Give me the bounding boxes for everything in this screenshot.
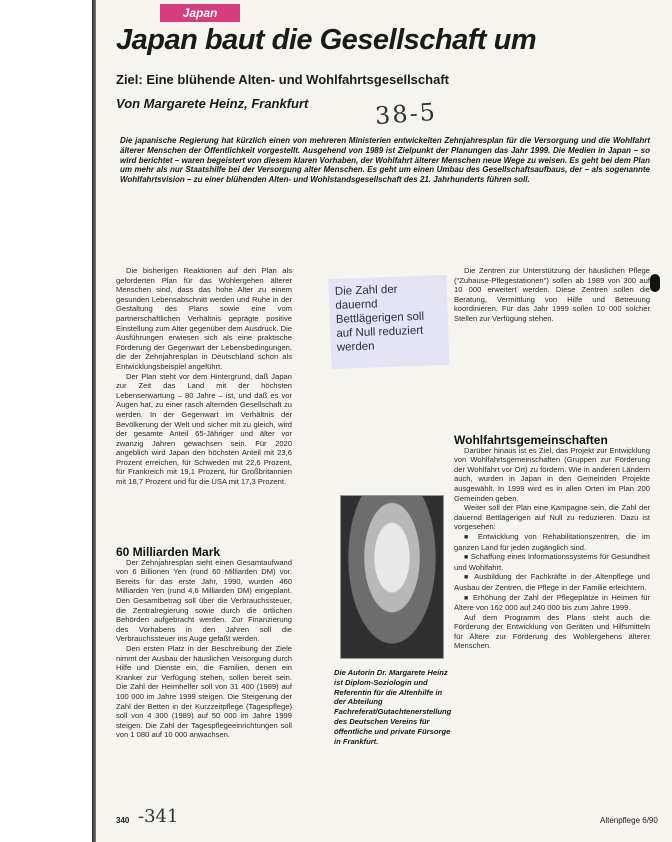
paragraph: Den ersten Platz in der Beschreibung der Ziele nimmt der Ausbau der häuslichen Versorgung durch Hilfe und Dienste ein, die Familien, denen ein Kranker zur Verfügung stehen, sollen bereit sein. Die Zahl der Heimhelfer soll von 31 400 (1989) auf 100 000 im Jahre 1999 steigen. Die Steigerung der Zahl der Betten in der Kurzzeitpflege (Tagespflege) soll von 4 300 (1989) auf 50 000 im Jahre 1999 steigen. Die Zahl der Tagespflegeeinrichtungen soll von 1 080 auf 10 000 anwachsen. [116,643,292,740]
handwritten-page-note: -341 [138,806,179,827]
lead-paragraph: Die japanische Regierung hat kürzlich einen von mehreren Ministerien entwickelten Zehnjahresplan für die Versorgung und die Wohlfahrt älterer Menschen der Öffentlichkeit vorgestellt. Ausgehend von 1989 ist Zielpunkt der Planungen das Jahr 1999. Die Medien in Japan – so wird berichtet – waren begeistert von diesem klaren Vorhaben, der Wohlfahrt älterer Menschen neue Wege zu weisen. Es geht bei dem Plan um mehr als nur Staatshilfe bei der Versorgung alter Menschen. Es geht um einen Umbau des Gesellschaftsaufbaus, der – als sogenannte Wohlfahrtsvision – zu einer blühenden Alten- und Wohlstandsgesellschaft des 21. Jahrhunderts führen soll. [120,136,650,185]
section-heading: 60 Milliarden Mark [116,545,221,559]
article-subtitle: Ziel: Eine blühende Alten- und Wohlfahrtsgesellschaft [116,72,449,87]
page-margin [0,0,92,842]
column-1-section [116,545,292,740]
paragraph: Der Plan steht vor dem Hintergrund, daß Japan zur Zeit das Land mit der höchsten Lebenserwartung – 80 Jahre – ist, und daß es vor Augen hat, zu einer rasch alternden Gesellschaft zu werden. In der Gegenwart im Verhältnis der Bevölkerung der Welt und sicher mit zu gleich, wird der gesamte Anteil 65-Jähriger und älter vor zwanzig Jahren gewachsen sein. Für 2020 angeblich wird Japan den höchsten Anteil mit 23,6 Prozent erreichen, für Schweden mit 22,6 Prozent, für Frankreich mit 19,1 Prozent, für Großbritannien mit 18,7 Prozent und für die USA mit 17,3 Prozent. [116,371,292,487]
page-binder-mark [650,274,660,292]
column-3 [454,266,650,324]
section-heading: Wohlfahrtsgemeinschaften [454,433,608,447]
bullet-item: ■ Schaffung eines Informationssystems für Gesundheit und Wohlfahrt. [454,552,650,572]
page-number: 340 [116,816,130,825]
column-3-section [454,433,650,651]
bullet-item: ■ Entwicklung von Rehabilitationszentren, die im ganzen Land für jeden zugänglich sind. [454,532,650,552]
photo-caption: Die Autorin Dr. Margarete Heinz ist Diplom-Soziologin und Referentin für die Altenhilfe in der Abteilung Fachreferat/Gutachtenerstellung des Deutschen Vereins für öffentliche und private Fürsorge in Frankfurt. [334,668,452,746]
column-1 [116,266,292,487]
section-tag: Japan [160,4,240,22]
bullet-item: ■ Erhöhung der Zahl der Pflegeplätze in Heimen für Ältere von 162 000 auf 240 000 bis zum Jahre 1999. [454,593,650,613]
page-fold-shadow [92,0,96,842]
paragraph: Auf dem Programm des Plans steht auch die Förderung der Entwicklung von Geräten und Hilfsmitteln für Ältere zur Förderung des Wohlergehens älterer Menschen. [454,612,650,651]
pull-quote: Die Zahl der dauernd Bettlägerigen soll auf Null reduziert werden [328,275,449,369]
paragraph: Die Zentren zur Unterstützung der häuslichen Pflege ("Zuhause-Pflegestationen") sollen ab 1989 von 300 auf 10 000 erweitert werden. Diese Zentren sollen die Beratung, Vermittlung von Hilfe und Betreuung koordinieren. Für das Jahr 1999 sollen 10 000 solcher Stellen zur Verfügung stehen. [454,266,650,323]
paragraph: Darüber hinaus ist es Ziel, das Projekt zur Entwicklung von Wohlfahrtsgemeinschaften (Gruppen zur Förderung der Wohlfahrt vor Ort) zu fördern. Wie in anderen Ländern auch, wurden in Japan in den Gemeinden Projekte ausgewählt. In 1999 wird es in allen Orten im Plan 200 Gemeinden geben. [454,445,650,503]
article-title: Japan baut die Gesellschaft um [116,24,537,56]
author-photo [340,495,444,659]
publication-footer: Altenpflege 6/90 [600,816,658,825]
article-author: Von Margarete Heinz, Frankfurt [116,96,309,111]
paragraph: Weiter soll der Plan eine Kampagne sein, die Zahl der dauernd Bettlägerigen auf Null zu reduzieren. Dazu ist vorgesehen: [454,503,650,532]
bullet-item: ■ Ausbildung der Fachkräfte in der Altenpflege und Ausbau der Zentren, die Pflege in der Familie erleichtern. [454,572,650,592]
paragraph: Der Zehnjahresplan sieht einen Gesamtaufwand von 6 Billionen Yen (rund 60 Milliarden DM) vor. Bereits für das erste Jahr, 1990, wurden 460 Milliarden Yen (rund 4,6 Milliarden DM) eingeplant. Den Gesamtbetrag soll über die Verbrauchssteuer, die Zentralregierung sowie durch die örtlichen Behörden aufgebracht werden. Zur Finanzierung des Vorhabens in den Jahren soll die Verbrauchssteuer ins Auge gefaßt werden. [116,557,292,644]
handwritten-note: 38-5 [374,97,438,131]
paragraph: Die bisherigen Reaktionen auf den Plan als geforderten Plan für das Wohlergehen älterer Menschen sind, dass das hohe Alter zu einem gesunden Lebensabschnitt werden und Ruhe in der Gestaltung des Plans sowie eine vom partnerschaftlichen Verhältnis geprägte positive Einstellung zum Alter gegenüber dem Ausdruck. Die Ausführungen erwiesen sich als eine praktische Förderung der Gegenwart der Lebensbedingungen, die der Zehnjahresplan in Deutschland schon als Entwicklungsbeispiel angeführt. [116,266,292,371]
